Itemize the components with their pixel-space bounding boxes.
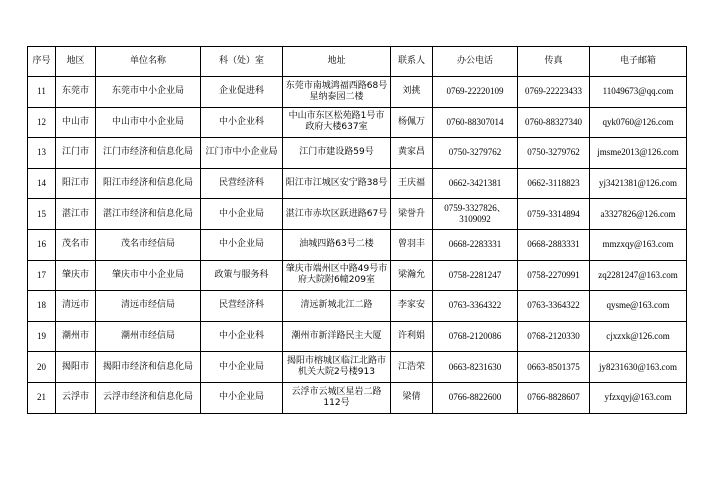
email-cell: a3327826@126.com — [590, 199, 687, 230]
office-phone-cell: 0760-88307014 — [433, 107, 518, 138]
table-body — [28, 77, 687, 414]
department-cell: 中小企业局 — [201, 382, 283, 413]
row-number: 12 — [28, 107, 56, 138]
address-cell: 中山市东区松苑路1号市政府大楼637室 — [283, 107, 391, 138]
email-cell: zq2281247@163.com — [590, 260, 687, 291]
row-number: 11 — [28, 77, 56, 108]
contact-person-cell: 杨佩万 — [391, 107, 433, 138]
row-number: 19 — [28, 321, 56, 352]
contact-person-cell: 王庆福 — [391, 168, 433, 199]
address-cell: 肇庆市端州区中路49号市府大院附6幢209室 — [283, 260, 391, 291]
contact-person-cell: 梁瀚允 — [391, 260, 433, 291]
header-contact: 联系人 — [391, 47, 433, 77]
office-phone-cell: 0668-2283331 — [433, 229, 518, 260]
header-address: 地址 — [283, 47, 391, 77]
fax-cell: 0768-2120330 — [518, 321, 590, 352]
table-row — [28, 352, 687, 383]
office-phone-cell: 0769-22220109 — [433, 77, 518, 108]
office-phone-cell: 0759-3327826、3109092 — [433, 199, 518, 230]
region-cell: 湛江市 — [56, 199, 96, 230]
region-cell: 清远市 — [56, 291, 96, 322]
department-cell: 政策与服务科 — [201, 260, 283, 291]
header-unit: 单位名称 — [96, 47, 201, 77]
header-phone: 办公电话 — [433, 47, 518, 77]
email-cell: yj3421381@126.com — [590, 168, 687, 199]
email-cell: 11049673@qq.com — [590, 77, 687, 108]
contact-person-cell: 曾羽丰 — [391, 229, 433, 260]
table-row — [28, 168, 687, 199]
table-row — [28, 107, 687, 138]
email-cell: cjxzxk@126.com — [590, 321, 687, 352]
contact-person-cell: 梁誉升 — [391, 199, 433, 230]
address-cell: 潮州市新洋路民主大厦 — [283, 321, 391, 352]
row-number: 15 — [28, 199, 56, 230]
row-number: 17 — [28, 260, 56, 291]
unit-name-cell: 茂名市经信局 — [96, 229, 201, 260]
table-row — [28, 138, 687, 169]
fax-cell: 0763-3364322 — [518, 291, 590, 322]
row-number: 21 — [28, 382, 56, 413]
region-cell: 肇庆市 — [56, 260, 96, 291]
row-number: 20 — [28, 352, 56, 383]
table-row — [28, 199, 687, 230]
region-cell: 东莞市 — [56, 77, 96, 108]
department-cell: 中小企业局 — [201, 199, 283, 230]
address-cell: 东莞市南城鸿福西路68号星纳泰园二楼 — [283, 77, 391, 108]
unit-name-cell: 揭阳市经济和信息化局 — [96, 352, 201, 383]
header-row — [28, 47, 687, 77]
department-cell: 民营经济科 — [201, 291, 283, 322]
fax-cell: 0662-3118823 — [518, 168, 590, 199]
department-cell: 中小企业科 — [201, 321, 283, 352]
email-cell: qyk0760@126.com — [590, 107, 687, 138]
row-number: 14 — [28, 168, 56, 199]
table-row — [28, 291, 687, 322]
unit-name-cell: 中山市中小企业局 — [96, 107, 201, 138]
unit-name-cell: 阳江市经济和信息化局 — [96, 168, 201, 199]
row-number: 16 — [28, 229, 56, 260]
table-row — [28, 321, 687, 352]
table-row — [28, 77, 687, 108]
office-phone-cell: 0758-2281247 — [433, 260, 518, 291]
email-cell: yfzxqyj@163.com — [590, 382, 687, 413]
header-region: 地区 — [56, 47, 96, 77]
address-cell: 阳江市江城区安宁路38号 — [283, 168, 391, 199]
unit-name-cell: 肇庆市中小企业局 — [96, 260, 201, 291]
address-cell: 揭阳市榕城区临江北路市机关大院2号楼913 — [283, 352, 391, 383]
header-fax: 传真 — [518, 47, 590, 77]
office-phone-cell: 0768-2120086 — [433, 321, 518, 352]
email-cell: jy8231630@163.com — [590, 352, 687, 383]
unit-name-cell: 湛江市经济和信息化局 — [96, 199, 201, 230]
department-cell: 中小企业局 — [201, 229, 283, 260]
department-cell: 中小企业科 — [201, 107, 283, 138]
unit-name-cell: 清远市经信局 — [96, 291, 201, 322]
contact-person-cell: 梁倩 — [391, 382, 433, 413]
office-phone-cell: 0663-8231630 — [433, 352, 518, 383]
unit-name-cell: 潮州市经信局 — [96, 321, 201, 352]
department-cell: 民营经济科 — [201, 168, 283, 199]
fax-cell: 0769-22223433 — [518, 77, 590, 108]
row-number: 13 — [28, 138, 56, 169]
unit-name-cell: 江门市经济和信息化局 — [96, 138, 201, 169]
contacts-table — [27, 46, 687, 414]
region-cell: 阳江市 — [56, 168, 96, 199]
office-phone-cell: 0763-3364322 — [433, 291, 518, 322]
contact-person-cell: 刘挑 — [391, 77, 433, 108]
fax-cell: 0663-8501375 — [518, 352, 590, 383]
address-cell: 清远新城北江二路 — [283, 291, 391, 322]
address-cell: 云浮市云城区星岩二路112号 — [283, 382, 391, 413]
unit-name-cell: 东莞市中小企业局 — [96, 77, 201, 108]
department-cell: 中小企业局 — [201, 352, 283, 383]
email-cell: jmsme2013@126.com — [590, 138, 687, 169]
unit-name-cell: 云浮市经济和信息化局 — [96, 382, 201, 413]
fax-cell: 0760-88327340 — [518, 107, 590, 138]
table-row — [28, 382, 687, 413]
region-cell: 茂名市 — [56, 229, 96, 260]
header-dept: 科（处）室 — [201, 47, 283, 77]
contact-person-cell: 黄家昌 — [391, 138, 433, 169]
contact-person-cell: 许利娟 — [391, 321, 433, 352]
contact-person-cell: 李家安 — [391, 291, 433, 322]
fax-cell: 0750-3279762 — [518, 138, 590, 169]
address-cell: 油城四路63号二楼 — [283, 229, 391, 260]
row-number: 18 — [28, 291, 56, 322]
region-cell: 揭阳市 — [56, 352, 96, 383]
email-cell: qysme@163.com — [590, 291, 687, 322]
address-cell: 湛江市赤坎区跃进路67号 — [283, 199, 391, 230]
header-email: 电子邮箱 — [590, 47, 687, 77]
region-cell: 中山市 — [56, 107, 96, 138]
department-cell: 企业促进科 — [201, 77, 283, 108]
fax-cell: 0766-8828607 — [518, 382, 590, 413]
fax-cell: 0758-2270991 — [518, 260, 590, 291]
contact-person-cell: 江浩荣 — [391, 352, 433, 383]
address-cell: 江门市建设路59号 — [283, 138, 391, 169]
office-phone-cell: 0750-3279762 — [433, 138, 518, 169]
department-cell: 江门市中小企业局 — [201, 138, 283, 169]
table-row — [28, 229, 687, 260]
fax-cell: 0759-3314894 — [518, 199, 590, 230]
office-phone-cell: 0766-8822600 — [433, 382, 518, 413]
table-row — [28, 260, 687, 291]
fax-cell: 0668-2883331 — [518, 229, 590, 260]
region-cell: 潮州市 — [56, 321, 96, 352]
region-cell: 云浮市 — [56, 382, 96, 413]
header-no: 序号 — [28, 47, 56, 77]
office-phone-cell: 0662-3421381 — [433, 168, 518, 199]
region-cell: 江门市 — [56, 138, 96, 169]
email-cell: mmzxqy@163.com — [590, 229, 687, 260]
